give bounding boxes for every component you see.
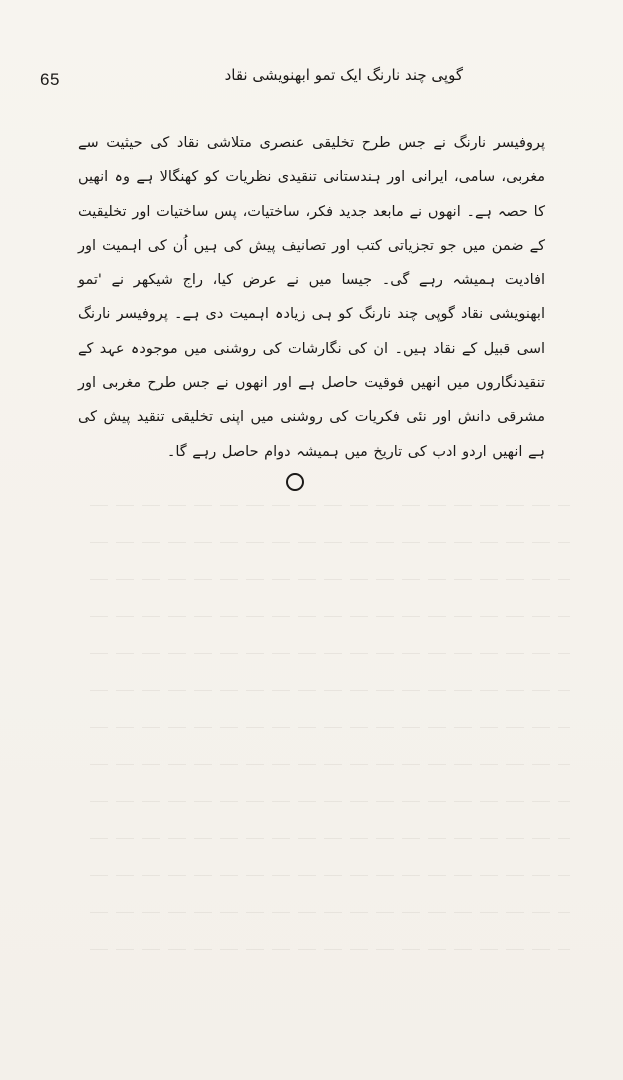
bleed-line [90, 653, 570, 654]
body-text [78, 126, 545, 469]
bleed-line [90, 690, 570, 691]
bleed-line [90, 727, 570, 728]
section-end-circle-icon [286, 473, 304, 491]
bleed-line [90, 616, 570, 617]
bleed-line [90, 764, 570, 765]
bleed-line [90, 579, 570, 580]
page-header [40, 66, 583, 100]
page-number: 65 [40, 70, 60, 89]
bleed-line [90, 801, 570, 802]
reverse-side-bleed-through [90, 505, 570, 1025]
running-title: گوپی چند نارنگ ایک تمو ابھنویشی نقاد [224, 66, 463, 84]
bleed-line [90, 542, 570, 543]
bleed-line [90, 875, 570, 876]
bleed-line [90, 912, 570, 913]
bleed-line [90, 949, 570, 950]
bleed-line [90, 838, 570, 839]
paragraph: پروفیسر نارنگ نے جس طرح تخلیقی عنصری متلاشی نقاد کی حیثیت سے مغربی، سامی، ایرانی اور ہندستانی تنقیدی نظریات کو کھنگالا ہے وہ انھیں کا حصہ ہے۔ انھوں نے مابعد جدید فکر، ساختیات، پس ساختیات اور تخلیقیت کے ضمن میں جو تجزیاتی کتب اور تصانیف پیش کی ہیں اُن کی اہمیت اور افادیت ہمیشہ رہے گی۔ جیسا میں نے عرض کیا، راج شیکھر نے 'تمو ابھنویشی نقاد گوپی چند نارنگ کو ہی زیادہ اہمیت دی ہے۔ پروفیسر نارنگ اسی قبیل کے نقاد ہیں۔ ان کی نگارشات کی روشنی میں موجودہ عہد کے تنقیدنگاروں میں انھیں فوقیت حاصل ہے اور انھوں نے جس طرح مغربی اور مشرقی دانش اور نئی فکریات کی روشنی میں اپنی تخلیقی تنقید پیش کی ہے انھیں اردو ادب کی تاریخ میں ہمیشہ دوام حاصل رہے گا۔ [78, 135, 545, 460]
bleed-line [90, 505, 570, 506]
